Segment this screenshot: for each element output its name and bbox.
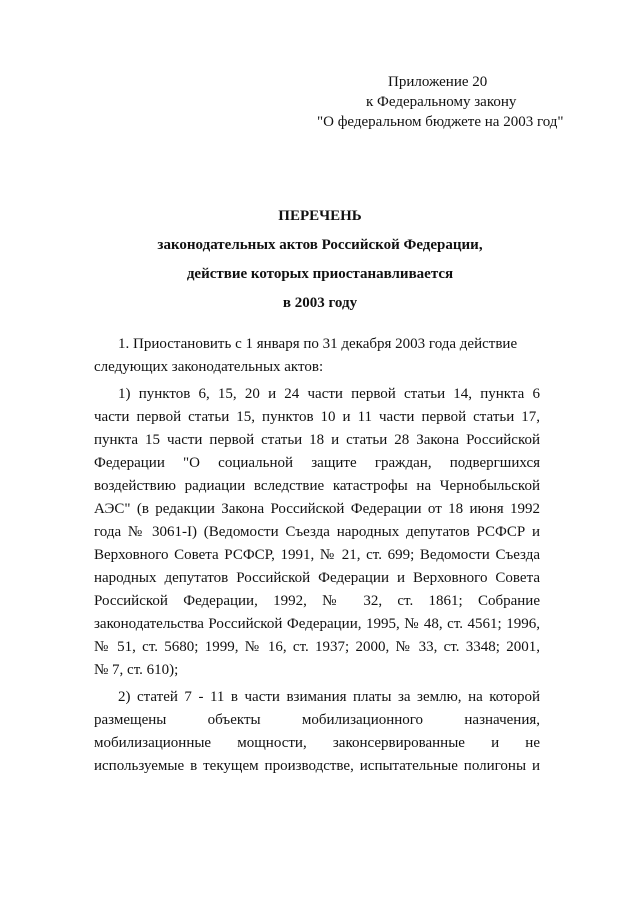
item-1-line: воздействию радиации вследствие катастрофы на Чернобыльской <box>94 478 540 494</box>
item-1-line: народных депутатов Российской Федерации и Верховного Совета <box>94 570 540 586</box>
item-1-line: года № 3061-I) (Ведомости Съезда народных депутатов РСФСР и <box>94 524 540 540</box>
title-subheading-2: действие которых приостанавливается <box>186 266 454 282</box>
item-1-line: 1) пунктов 6, 15, 20 и 24 части первой статьи 14, пункта 6 <box>118 386 540 402</box>
item-1-line: № 7, ст. 610); <box>94 662 179 678</box>
appendix-number: Приложение 20 <box>388 74 488 90</box>
item-1-line: Верховного Совета РСФСР, 1991, № 21, ст. 699; Ведомости Съезда <box>94 547 540 563</box>
paragraph-1-line: 1. Приостановить с 1 января по 31 декабря 2003 года действие <box>118 336 518 352</box>
item-1-line: Федерации "О социальной защите граждан, подвергшихся <box>94 455 540 471</box>
item-1-line: АЭС" (в редакции Закона Российской Федерации от 18 июня 1992 <box>94 501 540 517</box>
item-1-line: пункта 15 части первой статьи 18 и статьи 28 Закона Российской <box>94 432 540 448</box>
title-subheading-1: законодательных актов Российской Федерации, <box>157 237 483 253</box>
item-2-line: размещены объекты мобилизационного назначения, <box>94 712 540 728</box>
document-body <box>94 333 540 778</box>
appendix-header <box>300 72 564 132</box>
appendix-law-title: "О федеральном бюджете на 2003 год" <box>317 114 564 130</box>
item-2-line: 2) статей 7 - 11 в части взимания платы за землю, на которой <box>118 689 540 705</box>
paragraph-1-line: следующих законодательных актов: <box>94 359 324 375</box>
item-1-line: части первой статьи 15, пунктов 10 и 11 части первой статьи 17, <box>94 409 540 425</box>
document-title <box>0 202 640 318</box>
item-2-line: мобилизационные мощности, законсервированные и не <box>94 735 540 751</box>
item-1-line: Российской Федерации, 1992, № 32, ст. 1861; Собрание <box>94 593 540 609</box>
title-heading: ПЕРЕЧЕНЬ <box>278 208 362 224</box>
item-1-line: законодательства Российской Федерации, 1995, № 48, ст. 4561; 1996, <box>94 616 540 632</box>
item-2-line: используемые в текущем производстве, испытательные полигоны и <box>94 758 540 774</box>
title-subheading-3: в 2003 году <box>282 295 358 311</box>
item-1-line: № 51, ст. 5680; 1999, № 16, ст. 1937; 2000, № 33, ст. 3348; 2001, <box>94 639 540 655</box>
appendix-law-reference: к Федеральному закону <box>366 94 517 110</box>
